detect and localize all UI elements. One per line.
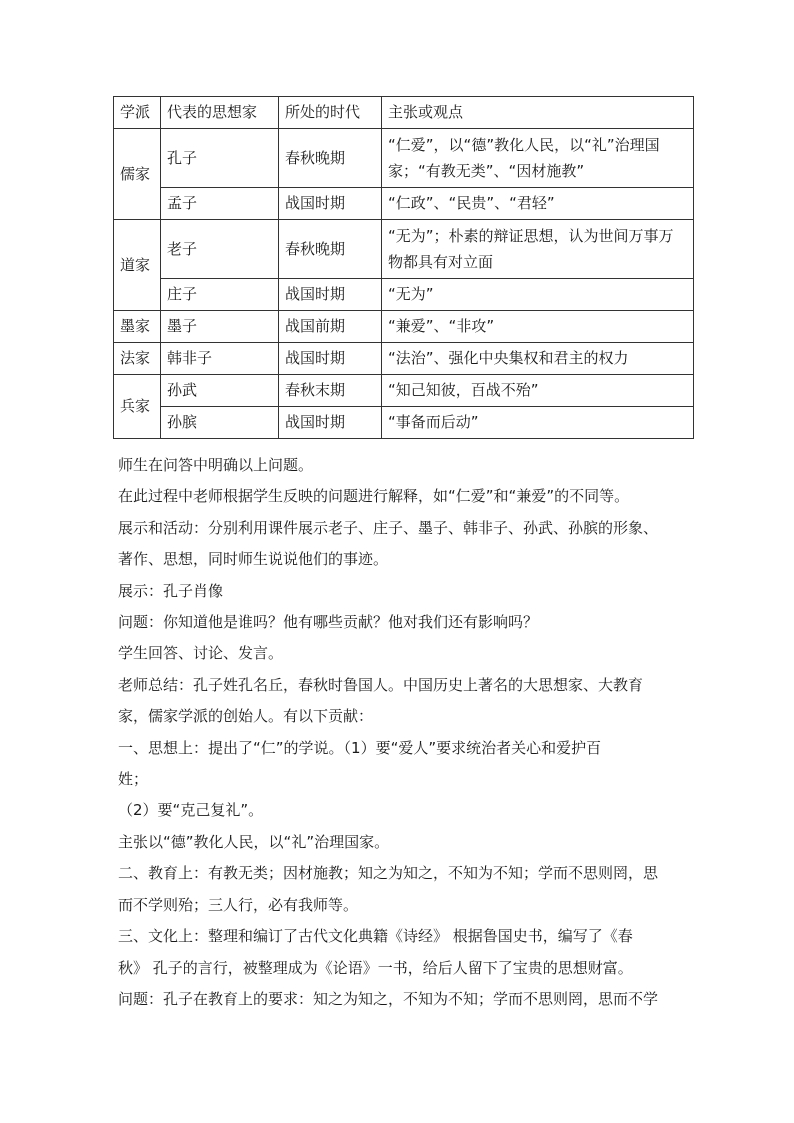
era-cell: 战国时期 xyxy=(279,407,382,439)
era-cell: 春秋晚期 xyxy=(279,129,382,188)
paragraph: 三、文化上：整理和编订了古代文化典籍《诗经》 根据鲁国史书，编写了《春 xyxy=(118,927,633,946)
thinker-cell: 孔子 xyxy=(161,129,279,188)
thinker-cell: 孙武 xyxy=(161,375,279,407)
paragraph: 著作、思想，同时师生说说他们的事迹。 xyxy=(118,550,389,569)
paragraph: 主张以“德”教化人民，以“礼”治理国家。 xyxy=(118,832,390,851)
school-cell: 道家 xyxy=(114,220,161,311)
era-cell: 春秋晚期 xyxy=(279,220,382,279)
era-cell: 战国时期 xyxy=(279,279,382,311)
paragraph: 姓； xyxy=(118,770,149,789)
header-thinker: 代表的思想家 xyxy=(161,97,279,129)
view-cell: “兼爱”、“非攻” xyxy=(382,311,694,343)
paragraph: （2）要“克己复礼”。 xyxy=(118,801,264,820)
thinker-cell: 墨子 xyxy=(161,311,279,343)
table-row xyxy=(114,343,694,375)
lesson-text xyxy=(118,450,698,1015)
school-cell: 兵家 xyxy=(114,375,161,439)
era-cell: 战国前期 xyxy=(279,311,382,343)
school-cell: 儒家 xyxy=(114,129,161,220)
view-cell: “仁爱”，以“德”教化人民，以“礼”治理国家；“有教无类”、“因材施教” xyxy=(382,129,694,188)
table-row xyxy=(114,311,694,343)
table-row xyxy=(114,407,694,439)
thinker-cell: 孟子 xyxy=(161,188,279,220)
thinker-cell: 老子 xyxy=(161,220,279,279)
view-cell: “无为” xyxy=(382,279,694,311)
paragraph: 家，儒家学派的创始人。有以下贡献： xyxy=(118,707,374,726)
view-cell: “无为”；朴素的辩证思想，认为世间万事万物都具有对立面 xyxy=(382,220,694,279)
paragraph: 展示：孔子肖像 xyxy=(118,581,224,600)
schools-table xyxy=(113,96,694,439)
paragraph: 展示和活动：分别利用课件展示老子、庄子、墨子、韩非子、孙武、孙膑的形象、 xyxy=(118,518,659,537)
thinker-cell: 孙膑 xyxy=(161,407,279,439)
thinker-cell: 韩非子 xyxy=(161,343,279,375)
school-cell: 法家 xyxy=(114,343,161,375)
paragraph: 在此过程中老师根据学生反映的问题进行解释，如“仁爱”和“兼爱”的不同等。 xyxy=(118,487,630,506)
paragraph: 一、思想上：提出了“仁”的学说。（1）要“爱人”要求统治者关心和爱护百 xyxy=(118,738,602,757)
paragraph: 秋》 孔子的言行，被整理成为《论语》一书，给后人留下了宝贵的思想财富。 xyxy=(118,958,633,977)
view-cell: “仁政”、“民贵”、“君轻” xyxy=(382,188,694,220)
era-cell: 战国时期 xyxy=(279,343,382,375)
paragraph: 问题：你知道他是谁吗？他有哪些贡献？他对我们还有影响吗？ xyxy=(118,613,539,632)
era-cell: 战国时期 xyxy=(279,188,382,220)
table-header-row xyxy=(114,97,694,129)
table-row xyxy=(114,129,694,188)
table-row xyxy=(114,375,694,407)
school-cell: 墨家 xyxy=(114,311,161,343)
header-era: 所处的时代 xyxy=(279,97,382,129)
view-cell: “知己知彼，百战不殆” xyxy=(382,375,694,407)
paragraph: 问题：孔子在教育上的要求：知之为知之，不知为不知；学而不思则罔，思而不学 xyxy=(118,989,659,1008)
paragraph: 二、教育上：有教无类；因材施教；知之为知之，不知为不知；学而不思则罔，思 xyxy=(118,864,659,883)
era-cell: 春秋末期 xyxy=(279,375,382,407)
view-cell: “法治”、强化中央集权和君主的权力 xyxy=(382,343,694,375)
paragraph: 老师总结：孔子姓孔名丘，春秋时鲁国人。中国历史上著名的大思想家、大教育 xyxy=(118,675,644,694)
view-cell: “事备而后动” xyxy=(382,407,694,439)
thinker-cell: 庄子 xyxy=(161,279,279,311)
table-row xyxy=(114,220,694,279)
header-school: 学派 xyxy=(114,97,161,129)
table-row xyxy=(114,188,694,220)
paragraph: 而不学则殆；三人行，必有我师等。 xyxy=(118,895,359,914)
paragraph: 学生回答、讨论、发言。 xyxy=(118,644,284,663)
header-view: 主张或观点 xyxy=(382,97,694,129)
table-row xyxy=(114,279,694,311)
paragraph: 师生在问答中明确以上问题。 xyxy=(118,456,314,474)
